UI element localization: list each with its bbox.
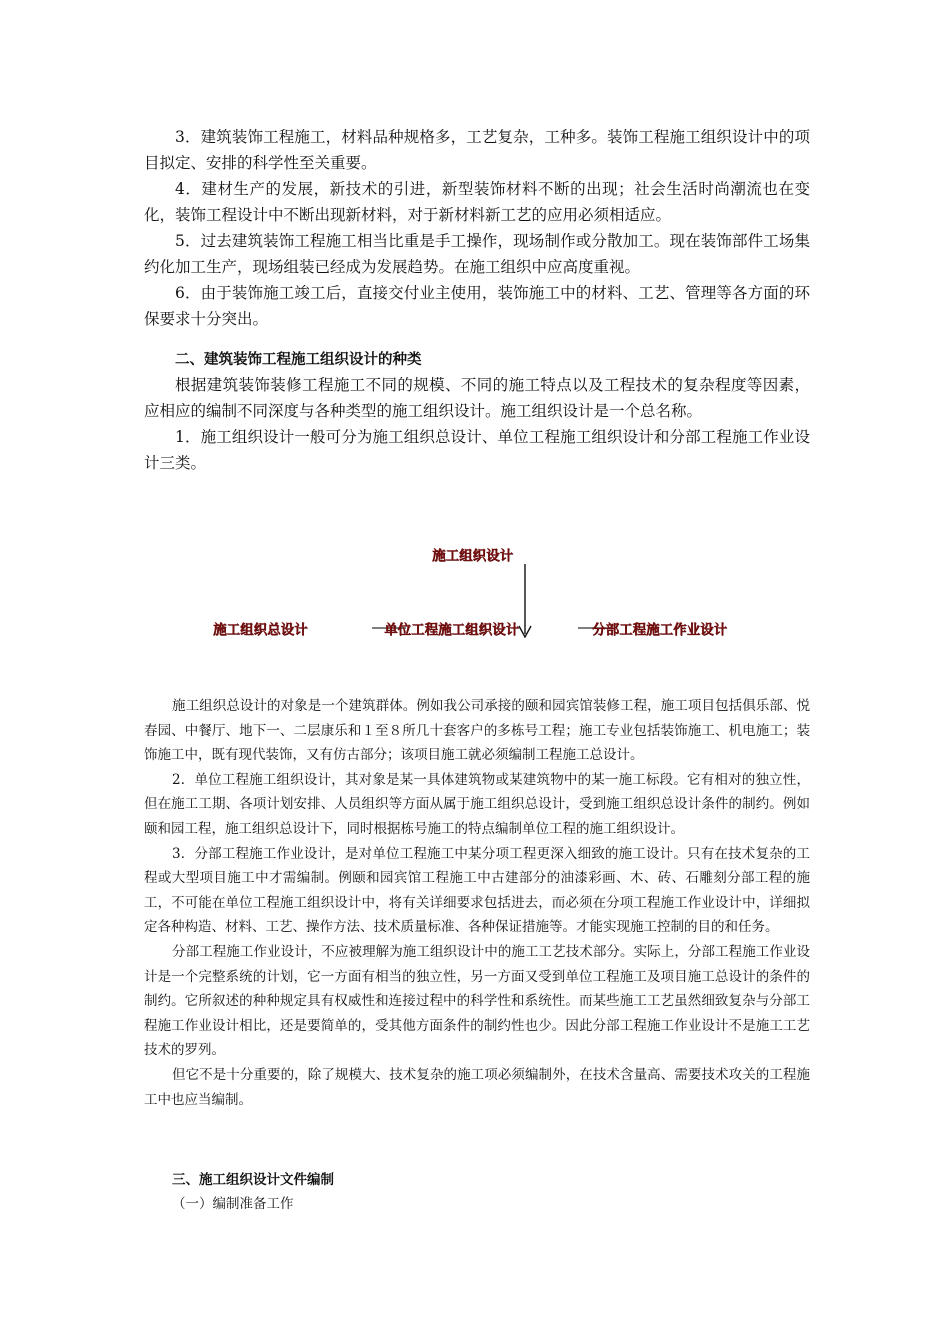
body-paragraph: 施工组织总设计的对象是一个建筑群体。例如我公司承接的颐和园宾馆装修工程，施工项目包括俱乐部、悦春园、中餐厅、地下一、二层康乐和１至８所几十套客户的多栋号工程；施工专业包括装饰施工、机电施工；装饰施工中，既有现代装饰，又有仿古部分；该项目施工就必须编制工程施工总设计。 (144, 698, 810, 764)
down-arrow-icon (518, 564, 532, 638)
section1-item-5: 5．过去建筑装饰工程施工相当比重是手工操作，现场制作或分散加工。现在装饰部件工场集约化加工生产，现场组装已经成为发展趋势。在施工组织中应高度重视。 (144, 232, 810, 276)
section3 (144, 1168, 810, 1216)
section3-heading: 三、施工组织设计文件编制 (172, 1172, 334, 1188)
section1-item-6: 6．由于装饰施工竣工后，直接交付业主使用，装饰施工中的材料、工艺、管理等各方面的环保要求十分突出。 (144, 284, 810, 328)
section2-heading: 二、建筑装饰工程施工组织设计的种类 (175, 351, 422, 368)
body-paragraph: 分部工程施工作业设计，不应被理解为施工组织设计中的施工工艺技术部分。实际上，分部工程施工作业设计是一个完整系统的计划，它一方面有相当的独立性，另一方面又受到单位工程施工及项目施工总设计的条件的制约。它所叙述的种种规定具有权威性和连接过程中的科学性和系统性。而某些施工工艺虽然细致复杂与分部工程施工作业设计相比，还是要简单的，受其他方面条件的制约性也少。因此分部工程施工作业设计不是施工工艺技术的罗列。 (144, 943, 810, 1059)
body-paragraph: 3．分部工程施工作业设计，是对单位工程施工中某分项工程更深入细致的施工设计。只有在技术复杂的工程或大型项目施工中才需编制。例颐和园宾馆工程施工中古建部分的油漆彩画、木、砖、石雕刻分部工程的施工，不可能在单位工程施工组织设计中，将有关详细要求包括进去，而必须在分项工程施工作业设计中，详细拟定各种构造、材料、工艺、操作方法、技术质量标准、各种保证措施等。才能实现施工控制的目的和任务。 (144, 845, 810, 936)
body-paragraph: 但它不是十分重要的，除了规模大、技术复杂的施工项必须编制外，在技术含量高、需要技术攻关的工程施工中也应当编制。 (144, 1066, 810, 1108)
classification-diagram (0, 530, 950, 650)
diagram-middle-label: 单位工程施工组织设计 (384, 622, 519, 638)
body-section (144, 694, 810, 1112)
diagram-top-label: 施工组织设计 (432, 548, 513, 564)
section1-item-3: 3．建筑装饰工程施工，材料品种规格多，工艺复杂，工种多。装饰工程施工组织设计中的项目拟定、安排的科学性至关重要。 (144, 128, 810, 172)
section2-intro: 根据建筑装饰装修工程施工不同的规模、不同的施工特点以及工程技术的复杂程度等因素，应相应的编制不同深度与各种类型的施工组织设计。施工组织设计是一个总名称。 (144, 376, 810, 420)
section2 (144, 348, 810, 476)
section1-list (144, 124, 810, 332)
section2-item1: 1．施工组织设计一般可分为施工组织总设计、单位工程施工组织设计和分部工程施工作业设计三类。 (144, 428, 810, 472)
section3-sub1: （一）编制准备工作 (172, 1196, 294, 1212)
section1-item-4: 4．建材生产的发展，新技术的引进，新型装饰材料不断的出现；社会生活时尚潮流也在变化，装饰工程设计中不断出现新材料，对于新材料新工艺的应用必须相适应。 (144, 180, 810, 224)
body-paragraph: 2．单位工程施工组织设计，其对象是某一具体建筑物或某建筑物中的某一施工标段。它有相对的独立性，但在施工工期、各项计划安排、人员组织等方面从属于施工组织总设计，受到施工组织总设计条件的制约。例如颐和园工程，施工组织总设计下，同时根据栋号施工的特点编制单位工程的施工组织设计。 (144, 771, 810, 837)
diagram-right-label: 分部工程施工作业设计 (592, 622, 727, 638)
diagram-left-label: 施工组织总设计 (213, 622, 308, 638)
